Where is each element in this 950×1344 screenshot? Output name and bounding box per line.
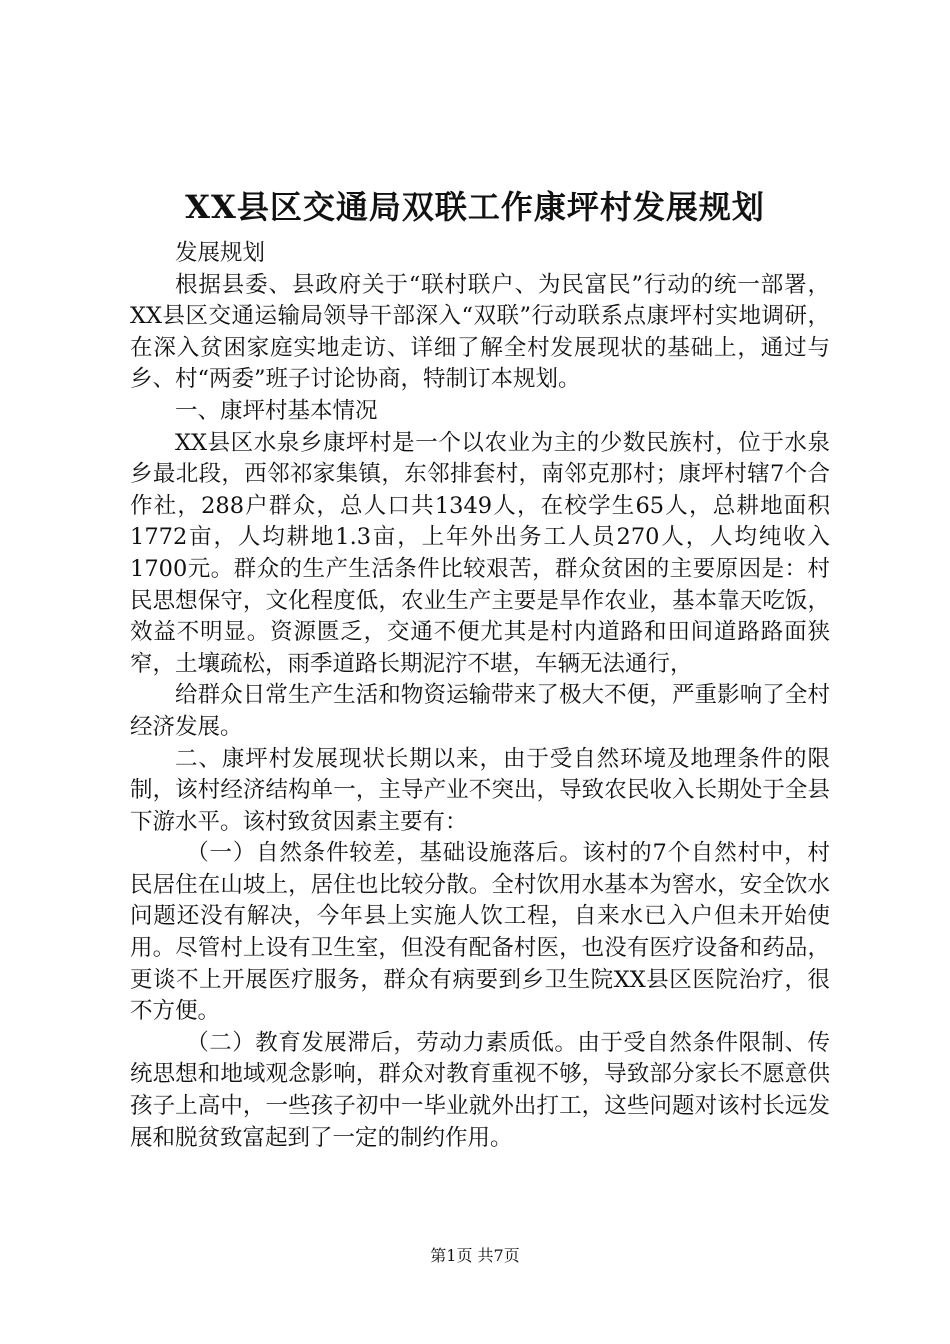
paragraph-natural-conditions: （一）自然条件较差，基础设施落后。该村的7个自然村中，村民居住在山坡上，居住也比较分散。全村饮用水基本为窖水，安全饮水问题还没有解决，今年县上实施人饮工程，自来水已入户但未开始使用。尽管村上设有卫生室，但没有配备村医，也没有医疗设备和药品，更谈不上开展医疗服务，群众有病要到乡卫生院XX县区医院治疗，很不方便。: [130, 840, 830, 1025]
document-body: [130, 238, 830, 1154]
paragraph-basic-info: XX县区水泉乡康坪村是一个以农业为主的少数民族村，位于水泉乡最北段，西邻祁家集镇，东邻排套村，南邻克那村；康坪村辖7个合作社，288户群众，总人口共1349人，在校学生65人，总耕地面积1772亩，人均耕地1.3亩，上年外出务工人员270人，人均纯收入1700元。群众的生产生活条件比较艰苦，群众贫困的主要原因是：村民思想保守，文化程度低，农业生产主要是旱作农业，基本靠天吃饭，效益不明显。资源匮乏，交通不便尤其是村内道路和田间道路路面狭窄，土壤疏松，雨季道路长期泥泞不堪，车辆无法通行，: [130, 429, 830, 677]
section-heading-basic-info: 一、康坪村基本情况: [175, 397, 378, 424]
paragraph-intro: 根据县委、县政府关于“联村联户、为民富民”行动的统一部署，XX县区交通运输局领导干部深入“双联”行动联系点康坪村实地调研，在深入贫困家庭实地走访、详细了解全村发展现状的基础上，通过与乡、村“两委”班子讨论协商，特制订本规划。: [130, 271, 830, 393]
paragraph-education: （二）教育发展滞后，劳动力素质低。由于受自然条件限制、传统思想和地域观念影响，群众对教育重视不够，导致部分家长不愿意供孩子上高中，一些孩子初中一毕业就外出打工，这些问题对该村长远发展和脱贫致富起到了一定的制约作用。: [130, 1029, 830, 1151]
paragraph-development-status: 二、康坪村发展现状长期以来，由于受自然环境及地理条件的限制，该村经济结构单一，主导产业不突出，导致农民收入长期处于全县下游水平。该村致贫因素主要有：: [130, 745, 830, 835]
document-title: XX县区交通局双联工作康坪村发展规划: [185, 188, 765, 226]
paragraph-subtitle: 发展规划: [175, 240, 266, 266]
page-indicator: 第1页 共7页: [430, 1246, 520, 1265]
paragraph-impact: 给群众日常生产生活和物资运输带来了极大不便，严重影响了全村经济发展。: [130, 682, 830, 740]
page-footer: [0, 1244, 950, 1268]
